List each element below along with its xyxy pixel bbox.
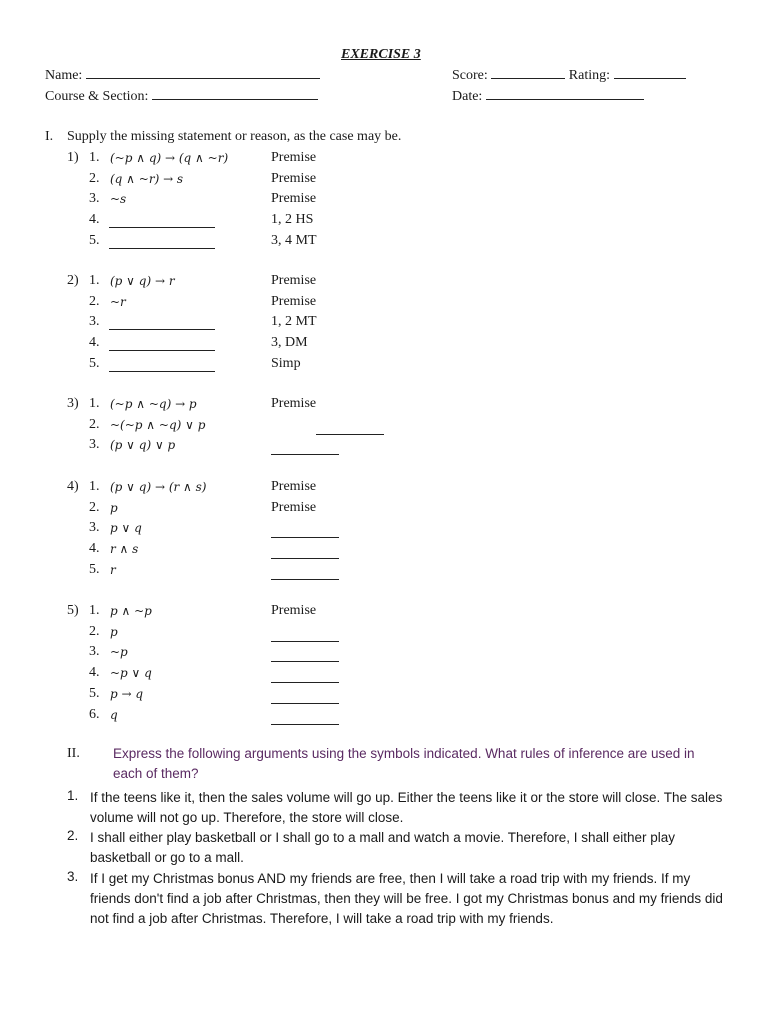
step-statement: ~s [110, 192, 127, 207]
step-statement: ~p ∨ q [110, 666, 152, 681]
part2-numeral: II. [67, 746, 80, 761]
step-statement: r ∧ s [110, 542, 139, 557]
argument-text: I shall either play basketball or I shall go to a mall and watch a movie. Therefore, I shall either play basketball or go to a mall. [90, 830, 676, 865]
step-reason: Premise [271, 479, 317, 494]
part1-numeral: I. [45, 129, 54, 144]
course-field[interactable] [45, 88, 318, 105]
argument-text: If I get my Christmas bonus AND my friends are free, then I will take a road trip with my friends. If my friends don't find a job after Christmas, then they will be free. I got my Christmas bonus and my friends did not find a job after Christmas. Therefore, I will take a road trip with my friends. [90, 871, 723, 926]
step-statement: (~p ∧ ~q) → p [110, 397, 197, 411]
statement-blank[interactable] [109, 337, 215, 351]
step-reason: Premise [271, 603, 317, 618]
score-line[interactable] [491, 67, 565, 79]
reason-blank[interactable] [271, 669, 339, 683]
step-number: 6. [89, 706, 100, 722]
step-reason: Premise [271, 293, 317, 309]
step-number: 3. [89, 437, 100, 453]
step-number: 1. [89, 273, 100, 288]
step-number: 3. [89, 191, 100, 207]
step-statement: (p ∨ q) → (r ∧ s) [110, 480, 207, 494]
step-reason: 3, 4 MT [271, 232, 317, 248]
course-label: Course & Section: [45, 89, 149, 104]
step-reason: Premise [271, 191, 317, 207]
step-number: 1. [89, 603, 100, 618]
step-number: 4. [89, 335, 100, 351]
step-reason: Premise [271, 499, 317, 515]
step-statement: ~r [110, 294, 126, 309]
step-number: 5. [89, 232, 100, 248]
date-field[interactable] [452, 88, 644, 105]
reason-blank[interactable] [271, 690, 339, 704]
step-statement: p [110, 624, 118, 639]
part2-instruction: Express the following arguments using the symbols indicated. What rules of inference are used in each of them? [113, 746, 695, 781]
name-label: Name: [45, 68, 83, 83]
reason-blank[interactable] [271, 711, 339, 725]
step-number: 2. [89, 499, 100, 515]
reason-blank[interactable] [271, 648, 339, 662]
reason-blank[interactable] [271, 628, 339, 642]
reason-blank[interactable] [316, 421, 384, 435]
reason-blank[interactable] [271, 524, 339, 538]
score-field[interactable] [452, 67, 686, 84]
reason-blank[interactable] [271, 441, 339, 455]
step-statement: (q ∧ ~r) → s [110, 171, 184, 186]
step-number: 3. [89, 520, 100, 536]
step-number: 2. [89, 623, 100, 639]
page-title: EXERCISE 3 [341, 47, 421, 62]
step-number: 4. [89, 212, 100, 228]
problem-label: 5) [67, 603, 79, 618]
statement-blank[interactable] [109, 358, 215, 372]
step-number: 3. [89, 644, 100, 660]
problem-label: 1) [67, 150, 79, 165]
step-statement: (~p ∧ q) → (q ∧ ~r) [110, 151, 229, 165]
step-statement: (p ∨ q) → r [110, 274, 175, 288]
step-number: 2. [89, 416, 100, 432]
step-number: 2. [89, 170, 100, 186]
step-number: 1. [89, 479, 100, 494]
step-statement: ~p [110, 645, 128, 660]
step-number: 2. [89, 293, 100, 309]
problem-label: 2) [67, 273, 79, 288]
reason-blank[interactable] [271, 566, 339, 580]
statement-blank[interactable] [109, 316, 215, 330]
step-statement: (p ∨ q) ∨ p [110, 438, 176, 453]
rating-label: Rating: [568, 68, 610, 83]
step-statement: p [110, 500, 118, 515]
statement-blank[interactable] [109, 235, 215, 249]
step-statement: ~(~p ∧ ~q) ∨ p [110, 417, 206, 432]
step-number: 3. [89, 314, 100, 330]
reason-blank[interactable] [271, 545, 339, 559]
step-statement: r [110, 562, 116, 577]
step-statement: p → q [110, 686, 144, 701]
step-number: 5. [89, 561, 100, 577]
step-reason: Premise [271, 396, 317, 411]
step-reason: 3, DM [271, 335, 308, 351]
problem-label: 3) [67, 396, 79, 411]
step-number: 1. [89, 150, 100, 165]
step-number: 5. [89, 685, 100, 701]
step-reason: 1, 2 MT [271, 314, 317, 330]
date-line[interactable] [486, 88, 644, 100]
problem-label: 4) [67, 479, 79, 494]
rating-line[interactable] [614, 67, 686, 79]
date-label: Date: [452, 89, 483, 104]
step-reason: Premise [271, 170, 317, 186]
step-reason: Simp [271, 355, 301, 371]
step-number: 4. [89, 541, 100, 557]
step-number: 1. [89, 396, 100, 411]
argument-number: 1. [67, 788, 79, 803]
argument-number: 3. [67, 869, 79, 884]
step-statement: p ∨ q [110, 521, 142, 536]
argument-text: If the teens like it, then the sales volume will go up. Either the teens like it or the store will close. The sales volume will not go up. Therefore, the store will close. [90, 790, 723, 825]
step-reason: 1, 2 HS [271, 212, 314, 228]
course-line[interactable] [152, 88, 318, 100]
step-number: 5. [89, 355, 100, 371]
argument-number: 2. [67, 828, 79, 843]
statement-blank[interactable] [109, 214, 215, 228]
part1-instruction: Supply the missing statement or reason, as the case may be. [67, 129, 402, 144]
step-reason: Premise [271, 273, 317, 288]
step-reason: Premise [271, 150, 317, 165]
step-number: 4. [89, 665, 100, 681]
score-label: Score: [452, 68, 488, 83]
step-statement: p ∧ ~p [110, 604, 152, 618]
name-field[interactable] [45, 67, 320, 84]
step-statement: q [110, 707, 118, 722]
name-line[interactable] [86, 67, 320, 79]
